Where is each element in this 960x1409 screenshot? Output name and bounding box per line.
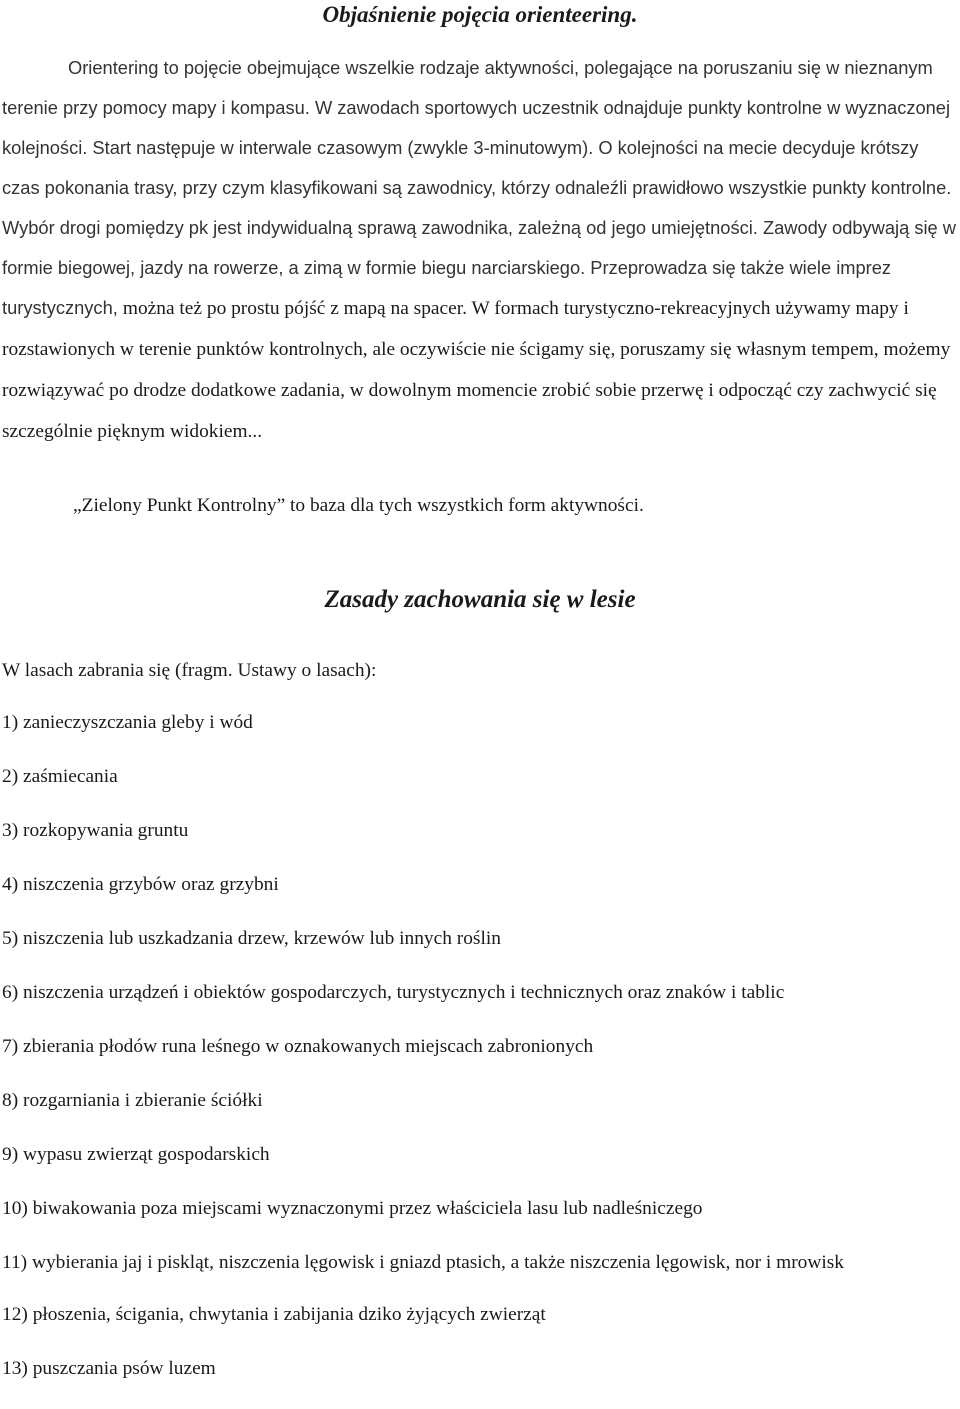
list-item: 12) płoszenia, ścigania, chwytania i zabijania dziko żyjących zwierząt <box>2 1304 546 1325</box>
list-item: 8) rozgarniania i zbieranie ściółki <box>2 1090 263 1111</box>
list-item: 2) zaśmiecania <box>2 766 118 787</box>
motto-line: „Zielony Punkt Kontrolny” to baza dla tych wszystkich form aktywności. <box>73 495 644 516</box>
list-item: 9) wypasu zwierząt gospodarskich <box>2 1144 270 1165</box>
list-item: 10) biwakowania poza miejscami wyznaczonymi przez właściciela lasu lub nadleśniczego <box>2 1198 703 1219</box>
document-title: Objaśnienie pojęcia orienteering. <box>322 2 638 27</box>
list-item: 13) puszczania psów luzem <box>2 1358 216 1379</box>
section-heading-text: Zasady zachowania się w lesie <box>324 586 636 613</box>
intro-text-serif: można też po prostu pójść z mapą na spacer. W formach turystyczno-rekreacyjnych używamy mapy i rozstawionych w terenie punktów kontrolnych, ale oczywiście nie ścigamy się, poruszamy się własnym tempem, możemy rozwiązywać po drodze dodatkowe zadania, w dowolnym momencie zrobić sobie przerwę i odpocząć czy zachwycić się szczególnie pięknym widokiem... <box>2 298 951 442</box>
intro-text-sans: Orientering to pojęcie obejmujące wszelkie rodzaje aktywności, polegające na poruszaniu się w nieznanym terenie przy pomocy mapy i kompasu. W zawodach sportowych uczestnik odnajduje punkty kontrolne w wyznaczonej kolejności. Start następuje w interwale czasowym (zwykle 3-minutowym). O kolejności na mecie decyduje krótszy czas pokonania trasy, przy czym klasyfikowani są zawodnicy, którzy odnaleźli prawidłowo wszystkie punkty kontrolne. Wybór drogi pomiędzy pk jest indywidualną sprawą zawodnika, zależną od jego umiejętności. Zawody odbywają się w formie biegowej, jazdy na rowerze, a zimą w formie biegu narciarskiego. Przeprowadza się także wiele imprez turystycznych, <box>2 57 956 318</box>
list-item: 3) rozkopywania gruntu <box>2 820 189 841</box>
intro-paragraph <box>2 48 958 452</box>
rules-list <box>2 709 958 1409</box>
list-item: 1) zanieczyszczania gleby i wód <box>2 712 253 733</box>
section-heading <box>0 583 960 617</box>
list-item: 7) zbierania płodów runa leśnego w oznakowanych miejscach zabronionych <box>2 1036 594 1057</box>
list-item: 4) niszczenia grzybów oraz grzybni <box>2 874 279 895</box>
list-item: 6) niszczenia urządzeń i obiektów gospodarczych, turystycznych i technicznych oraz znaków i tablic <box>2 982 785 1003</box>
list-item: 5) niszczenia lub uszkadzania drzew, krzewów lub innych roślin <box>2 928 501 949</box>
rules-lead: W lasach zabrania się (fragm. Ustawy o lasach): <box>2 660 377 681</box>
list-item: 11) wybierania jaj i piskląt, niszczenia lęgowisk i gniazd ptasich, a także niszczenia lęgowisk, nor i mrowisk <box>2 1252 844 1273</box>
